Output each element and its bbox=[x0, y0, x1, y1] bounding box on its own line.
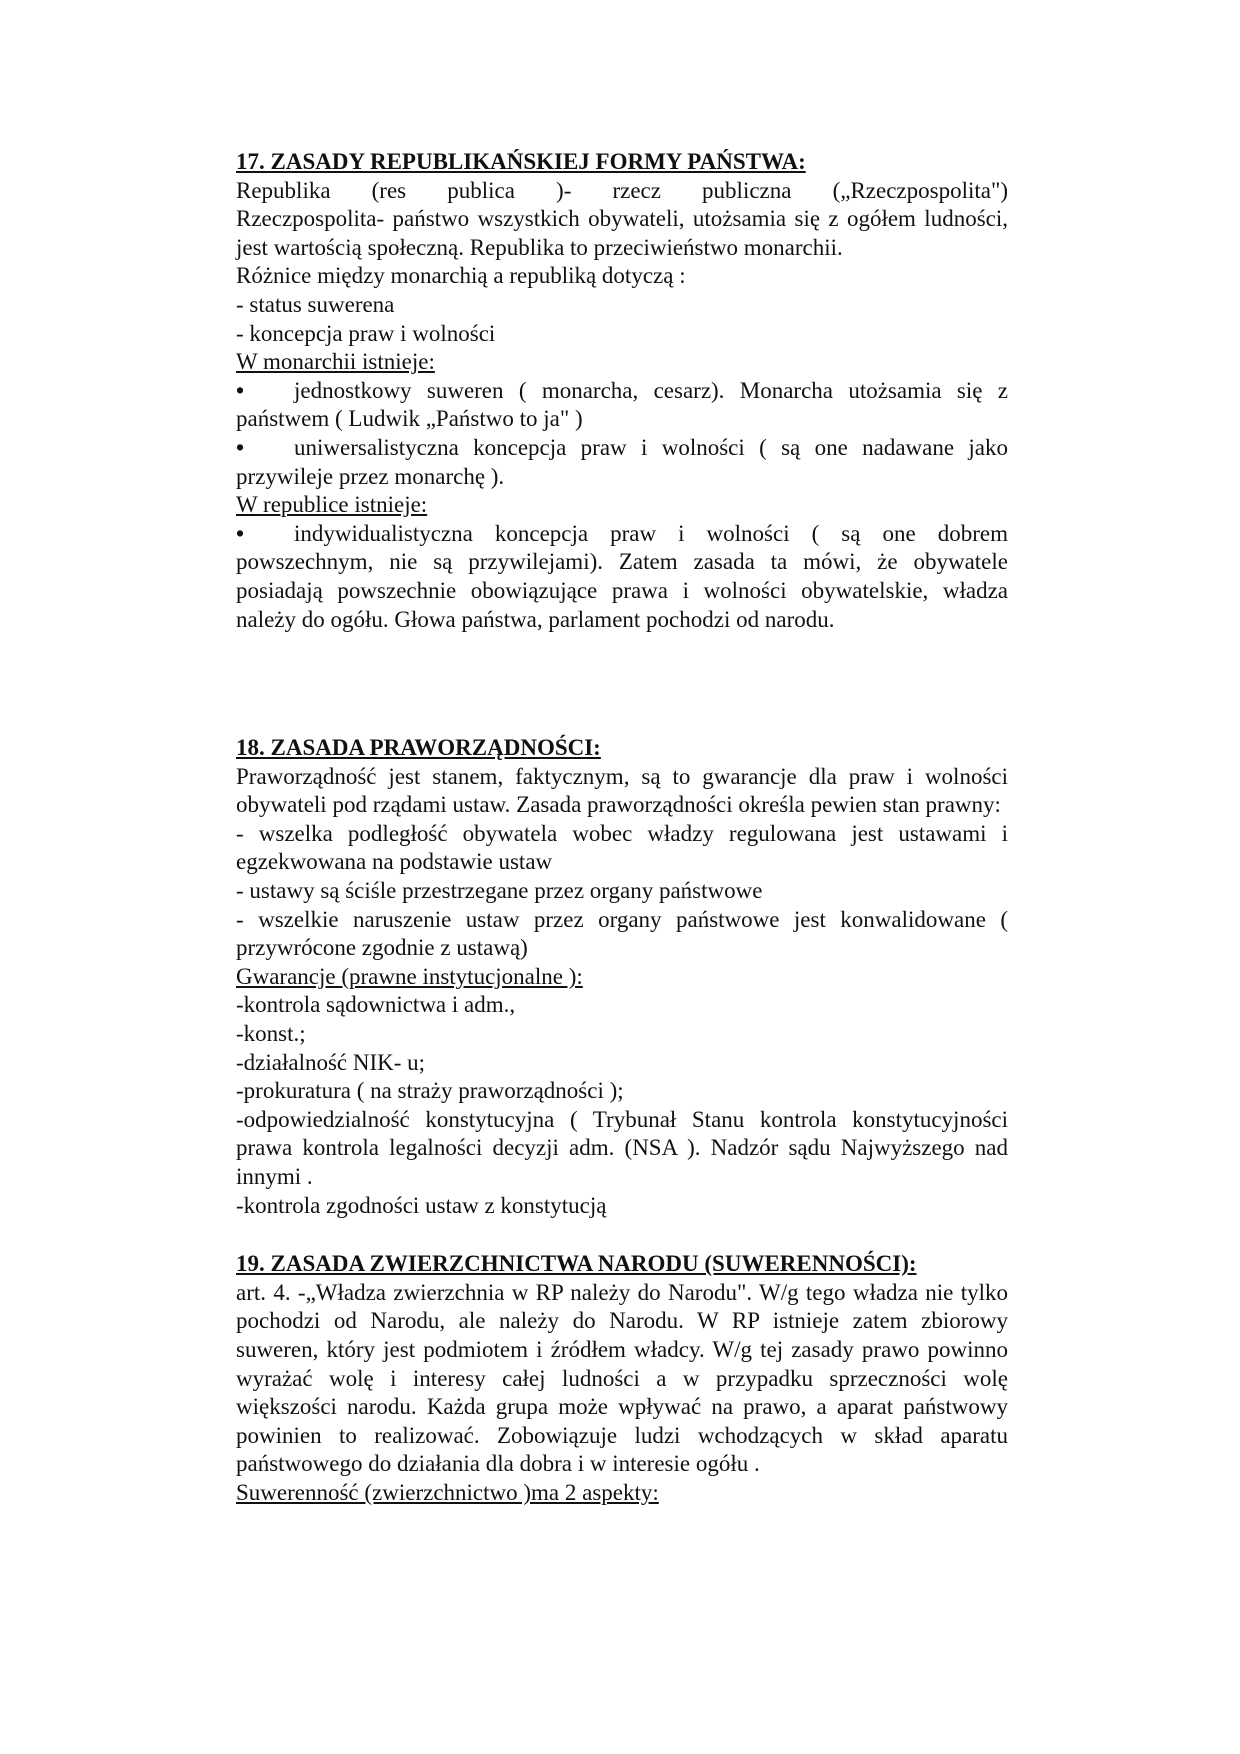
section-17-para1: Rzeczpospolita- państwo wszystkich obywateli, utożsamia się z ogółem ludności, jest wartością społeczną. Republika to przeciwieństwo monarchii. bbox=[236, 206, 1008, 260]
section-18-para1: Praworządność jest stanem, faktycznym, są to gwarancje dla praw i wolności obywateli pod rządami ustaw. Zasada praworządności określa pewien stan prawny: bbox=[236, 763, 1008, 818]
bullet-icon: • bbox=[236, 377, 245, 403]
section-18-para3: - ustawy są ściśle przestrzegane przez organy państwowe bbox=[236, 878, 763, 904]
guarantee-3: -działalność NIK- u; bbox=[236, 1049, 426, 1075]
section-18 bbox=[236, 734, 1008, 1220]
section-19 bbox=[236, 1250, 1008, 1507]
section-18-title: 18. ZASADA PRAWORZĄDNOŚCI: bbox=[236, 735, 601, 761]
bullet-icon: • bbox=[236, 520, 245, 546]
monarchy-bullet-2 bbox=[236, 434, 1008, 491]
republic-bullet-1-text: indywidualistyczna koncepcja praw i wolności ( są one dobrem powszechnym, nie są przywilejami). Zatem zasada ta mówi, że obywatele posiadają powszechnie obowiązujące prawa i wolności obywatelskie, władza należy do ogółu. Głowa państwa, parlament pochodzi od narodu. bbox=[236, 520, 1008, 632]
monarchy-heading: W monarchii istnieje: bbox=[236, 349, 435, 375]
section-17-title: 17. ZASADY REPUBLIKAŃSKIEJ FORMY PAŃSTWA: bbox=[236, 149, 806, 174]
monarchy-bullet-1-text: jednostkowy suweren ( monarcha, cesarz). Monarcha utożsamia się z państwem ( Ludwik „Państwo to ja" ) bbox=[236, 377, 1008, 432]
section-18-para2: - wszelka podległość obywatela wobec władzy regulowana jest ustawami i egzekwowana na podstawie ustaw bbox=[236, 820, 1008, 875]
aspects-heading: Suwerenność (zwierzchnictwo )ma 2 aspekty: bbox=[236, 1479, 659, 1505]
spacer bbox=[236, 634, 1008, 734]
document-page bbox=[236, 148, 1008, 1508]
republic-bullet-1 bbox=[236, 520, 1008, 634]
guarantee-6: -kontrola zgodności ustaw z konstytucją bbox=[236, 1192, 607, 1218]
section-17-line2: Różnice między monarchią a republiką dotyczą : bbox=[236, 263, 686, 289]
section-17-dash1: - status suwerena bbox=[236, 291, 395, 317]
section-17 bbox=[236, 148, 1008, 634]
guarantees-heading: Gwarancje (prawne instytucjonalne ): bbox=[236, 963, 583, 989]
monarchy-bullet-2-text: uniwersalistyczna koncepcja praw i wolności ( są one nadawane jako przywileje przez monarchę ). bbox=[236, 434, 1008, 489]
guarantee-4: -prokuratura ( na straży praworządności ); bbox=[236, 1078, 624, 1104]
section-19-title: 19. ZASADA ZWIERZCHNICTWA NARODU (SUWERENNOŚCI): bbox=[236, 1251, 917, 1277]
guarantee-5: -odpowiedzialność konstytucyjna ( Trybunał Stanu kontrola konstytucyjności prawa kontrola legalności decyzji adm. (NSA ). Nadzór sądu Najwyższego nad innymi . bbox=[236, 1106, 1008, 1189]
section-19-para1: art. 4. -„Władza zwierzchnia w RP należy do Narodu". W/g tego władza nie tylko pochodzi od Narodu, ale należy do Narodu. W RP istnieje zatem zbiorowy suweren, który jest podmiotem i źródłem władcy. W/g tej zasady prawo powinno wyrażać wolę i interesy całej ludności a w przypadku sprzeczności wolę większości narodu. Każda grupa może wpływać na prawo, a aparat państwowy powinien to realizować. Zobowiązuje ludzi wchodzących w skład aparatu państwowego do działania dla dobra i w interesie ogółu . bbox=[236, 1279, 1008, 1477]
section-17-dash2: - koncepcja praw i wolności bbox=[236, 320, 496, 346]
monarchy-bullet-1 bbox=[236, 377, 1008, 434]
section-18-para4: - wszelkie naruszenie ustaw przez organy państwowe jest konwalidowane ( przywrócone zgodnie z ustawą) bbox=[236, 906, 1008, 961]
bullet-icon: • bbox=[236, 434, 245, 460]
section-17-line1: Republika (res publica )- rzecz publiczna („Rzeczpospolita") bbox=[236, 177, 1008, 203]
spacer bbox=[236, 1220, 1008, 1250]
republic-heading: W republice istnieje: bbox=[236, 492, 428, 518]
guarantee-1: -kontrola sądownictwa i adm., bbox=[236, 992, 516, 1018]
guarantee-2: -konst.; bbox=[236, 1021, 306, 1047]
